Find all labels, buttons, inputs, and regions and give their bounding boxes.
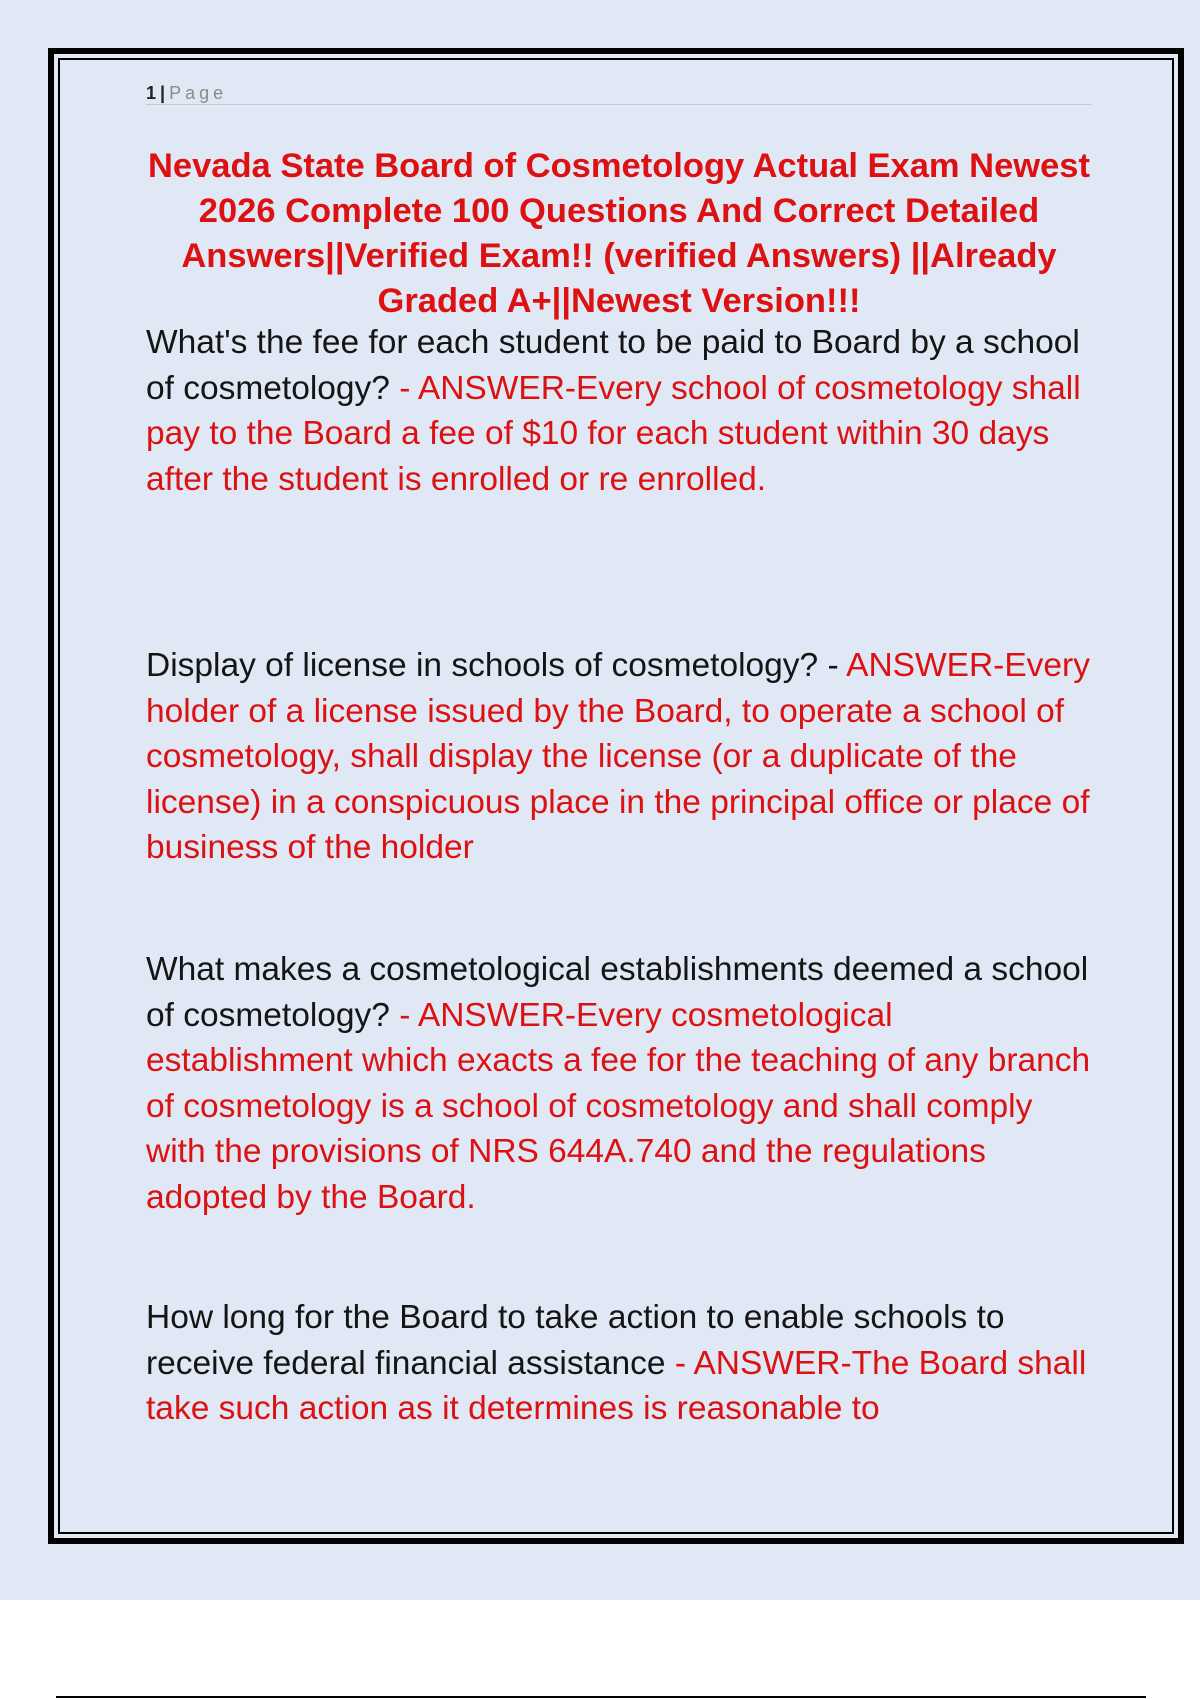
question-text: How long for the Board to take action to enable schools to receive federal financial assistance [146,1299,1005,1382]
question-text: Display of license in schools of cosmetology? - [146,647,847,684]
footer-rule [56,1696,1146,1698]
qa-item-3 [146,947,1096,1220]
answer-text: ANSWER-Every holder of a license issued by the Board, to operate a school of cosmetology, shall display the license (or a duplicate of the license) in a conspicuous place in the principal office or place of business of the holder [146,647,1090,866]
answer-text: - ANSWER-Every cosmetological establishment which exacts a fee for the teaching of any branch of cosmetology is a school of cosmetology and shall comply with the provisions of NRS 644A.740 and the regulations adopted by the Board. [146,996,1091,1216]
question-text: What makes a cosmetological establishments deemed a school of cosmetology? [146,951,1089,1034]
qa-item-4 [146,1295,1096,1432]
document-title: Nevada State Board of Cosmetology Actual Exam Newest 2026 Complete 100 Questions And Correct Detailed Answers||Verified Exam!! (verified Answers) ||Already Graded A+||Newest Version!!! [148,147,1090,320]
qa-item-1 [146,320,1096,502]
page-number-separator: | [160,83,166,103]
qa-item-2 [146,643,1096,871]
page-header [146,84,1092,105]
answer-text: - ANSWER-The Board shall take such action as it determines is reasonable to [146,1344,1087,1427]
question-text: What's the fee for each student to be paid to Board by a school of cosmetology? [146,324,1080,407]
answer-text: - ANSWER-Every school of cosmetology shall pay to the Board a fee of $10 for each student within 30 days after the student is enrolled or re enrolled. [146,369,1081,498]
page-number: 1 [146,83,157,103]
page-label: Page [169,83,228,103]
